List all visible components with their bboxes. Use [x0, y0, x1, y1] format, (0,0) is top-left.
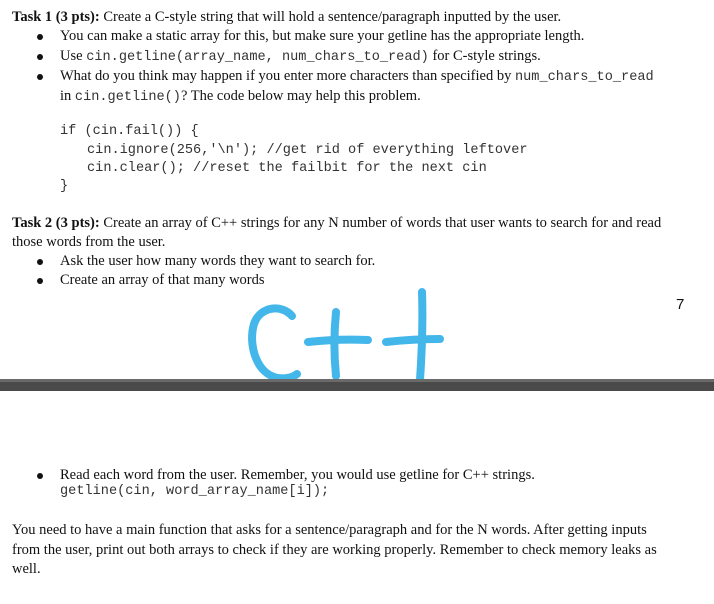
- task1-bullet3-line2-post: ? The code below may help this problem.: [180, 88, 421, 104]
- task2-heading-line: [12, 215, 661, 232]
- next-bullet: Read each word from the user. Remember, you would use getline for C++ strings.: [60, 467, 535, 483]
- handwritten-plus1-horizontal: [308, 340, 368, 342]
- task1-bullet3-line2: [60, 88, 421, 105]
- code-line-clear: cin.clear(); //reset the failbit for the next cin: [87, 161, 487, 176]
- handwritten-c-stroke: [252, 308, 297, 378]
- code-line-close-brace: }: [60, 179, 69, 194]
- task1-bullet2-pre: Use: [60, 48, 87, 64]
- bullet-dot: [37, 34, 43, 40]
- page-separator: [0, 379, 714, 391]
- task2-heading: Task 2 (3 pts):: [12, 215, 100, 231]
- task1-bullet3-pre: What do you think may happen if you enter more characters than specified by: [60, 68, 515, 84]
- task2-bullet2: Create an array of that many words: [60, 272, 265, 288]
- task1-heading: Task 1 (3 pts):: [12, 9, 100, 25]
- bullet-dot: [37, 54, 43, 60]
- task1-bullet2-code: cin.getline(array_name, num_chars_to_read): [86, 50, 429, 65]
- code-line-if: if (cin.fail()) {: [60, 124, 199, 139]
- handwritten-plus2-horizontal: [386, 339, 440, 342]
- task2-intro-line1: Create an array of C++ strings for any N number of words that user wants to search for and read: [99, 215, 662, 231]
- bullet-dot: [37, 259, 43, 265]
- task1-bullet1: You can make a static array for this, but make sure your getline has the appropriate length.: [60, 28, 585, 44]
- page-number: 7: [676, 296, 685, 313]
- bullet-dot: [37, 473, 43, 479]
- task2-intro-line2: those words from the user.: [12, 234, 166, 250]
- closing-line-3: well.: [12, 561, 41, 577]
- task1-bullet2-post: for C-style strings.: [428, 48, 541, 64]
- bullet-dot: [37, 278, 43, 284]
- task1-bullet2: [60, 48, 541, 65]
- task1-intro: Create a C-style string that will hold a sentence/paragraph inputted by the user.: [99, 9, 562, 25]
- handwritten-plus1-vertical: [335, 312, 337, 376]
- task1-bullet3: [60, 68, 654, 85]
- code-line-ignore: cin.ignore(256,'\n'); //get rid of everything leftover: [87, 143, 528, 158]
- task2-bullet1: Ask the user how many words they want to search for.: [60, 253, 376, 269]
- closing-line-1: You need to have a main function that asks for a sentence/paragraph and for the N words. After getting inputs: [12, 522, 647, 538]
- bullet-dot: [37, 74, 43, 80]
- next-code-getline: getline(cin, word_array_name[i]);: [60, 484, 330, 499]
- task1-bullet3-code: num_chars_to_read: [514, 70, 654, 85]
- task1-bullet3-line2-pre: in: [60, 88, 75, 104]
- handwritten-cpp-annotation: [236, 284, 456, 384]
- task1-bullet3-line2-code: cin.getline(): [74, 90, 181, 105]
- task1-heading-line: [12, 9, 561, 26]
- closing-line-2: from the user, print out both arrays to check if they are working properly. Remember to check memory leaks as: [12, 542, 657, 558]
